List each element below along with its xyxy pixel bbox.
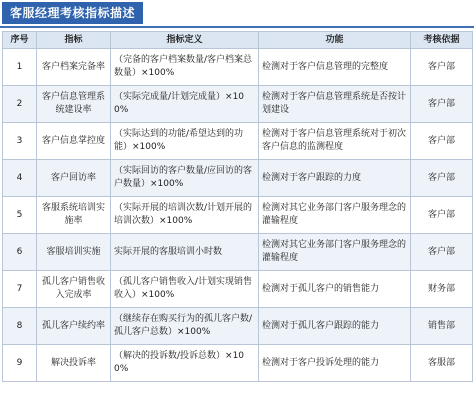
cell-function: 检测对于客户跟踪的力度 bbox=[259, 160, 411, 197]
header-definition: 指标定义 bbox=[111, 32, 259, 49]
table-row bbox=[3, 123, 473, 160]
cell-metric: 客服系统培训实施率 bbox=[37, 197, 111, 234]
cell-definition: （完备的客户档案数量/客户档案总数量）×100% bbox=[111, 49, 259, 86]
cell-basis: 客户部 bbox=[411, 123, 473, 160]
cell-metric: 客服培训实施 bbox=[37, 234, 111, 271]
cell-function: 检测对于孤儿客户的销售能力 bbox=[259, 271, 411, 308]
cell-definition: （实际达到的功能/希望达到的功能）×100% bbox=[111, 123, 259, 160]
table-row bbox=[3, 197, 473, 234]
cell-definition: （孤儿客户销售收入/计划实现销售收入）×100% bbox=[111, 271, 259, 308]
cell-metric: 客户档案完备率 bbox=[37, 49, 111, 86]
cell-definition: （实际回访的客户数量/应回访的客户数量）×100% bbox=[111, 160, 259, 197]
table-header-row bbox=[3, 32, 473, 49]
cell-no: 2 bbox=[3, 86, 37, 123]
table-row bbox=[3, 234, 473, 271]
table-row bbox=[3, 86, 473, 123]
header-no: 序号 bbox=[3, 32, 37, 49]
cell-definition: （实际开展的培训次数/计划开展的培训次数）×100% bbox=[111, 197, 259, 234]
cell-basis: 客户部 bbox=[411, 197, 473, 234]
page-title: 客服经理考核指标描述 bbox=[2, 2, 143, 24]
cell-function: 检测对于客户信息管理系统对于初次客户信息的监测程度 bbox=[259, 123, 411, 160]
cell-no: 9 bbox=[3, 345, 37, 382]
cell-basis: 财务部 bbox=[411, 271, 473, 308]
cell-definition: （实际完成量/计划完成量）×100% bbox=[111, 86, 259, 123]
cell-basis: 销售部 bbox=[411, 308, 473, 345]
cell-no: 3 bbox=[3, 123, 37, 160]
cell-definition: （继续存在购买行为的孤儿客户数/孤儿客户总数）×100% bbox=[111, 308, 259, 345]
title-bar bbox=[0, 0, 474, 28]
cell-no: 6 bbox=[3, 234, 37, 271]
cell-no: 8 bbox=[3, 308, 37, 345]
table-body bbox=[3, 49, 473, 382]
cell-metric: 客户信息掌控度 bbox=[37, 123, 111, 160]
kpi-table bbox=[2, 31, 473, 382]
header-metric: 指标 bbox=[37, 32, 111, 49]
table-row bbox=[3, 49, 473, 86]
cell-no: 1 bbox=[3, 49, 37, 86]
cell-basis: 客户部 bbox=[411, 234, 473, 271]
cell-function: 检测对其它业务部门客户服务理念的灌输程度 bbox=[259, 197, 411, 234]
table-row bbox=[3, 271, 473, 308]
table-row bbox=[3, 308, 473, 345]
cell-basis: 客服部 bbox=[411, 345, 473, 382]
cell-basis: 客户部 bbox=[411, 160, 473, 197]
cell-definition: 实际开展的客服培训小时数 bbox=[111, 234, 259, 271]
header-basis: 考核依据 bbox=[411, 32, 473, 49]
cell-metric: 解决投诉率 bbox=[37, 345, 111, 382]
cell-no: 4 bbox=[3, 160, 37, 197]
cell-function: 检测对于客户信息管理的完整度 bbox=[259, 49, 411, 86]
cell-metric: 孤儿客户销售收入完成率 bbox=[37, 271, 111, 308]
cell-basis: 客户部 bbox=[411, 49, 473, 86]
cell-basis: 客户部 bbox=[411, 86, 473, 123]
table-row bbox=[3, 160, 473, 197]
cell-function: 检测对其它业务部门客户服务理念的灌输程度 bbox=[259, 234, 411, 271]
header-function: 功能 bbox=[259, 32, 411, 49]
cell-metric: 客户信息管理系统建设率 bbox=[37, 86, 111, 123]
cell-metric: 孤儿客户续约率 bbox=[37, 308, 111, 345]
cell-metric: 客户回访率 bbox=[37, 160, 111, 197]
cell-function: 检测对于客户投诉处理的能力 bbox=[259, 345, 411, 382]
cell-definition: （解决的投诉数/投诉总数）×100% bbox=[111, 345, 259, 382]
table-row bbox=[3, 345, 473, 382]
cell-function: 检测对于孤儿客户跟踪的能力 bbox=[259, 308, 411, 345]
cell-no: 7 bbox=[3, 271, 37, 308]
cell-no: 5 bbox=[3, 197, 37, 234]
cell-function: 检测对于客户信息管理系统是否按计划建设 bbox=[259, 86, 411, 123]
